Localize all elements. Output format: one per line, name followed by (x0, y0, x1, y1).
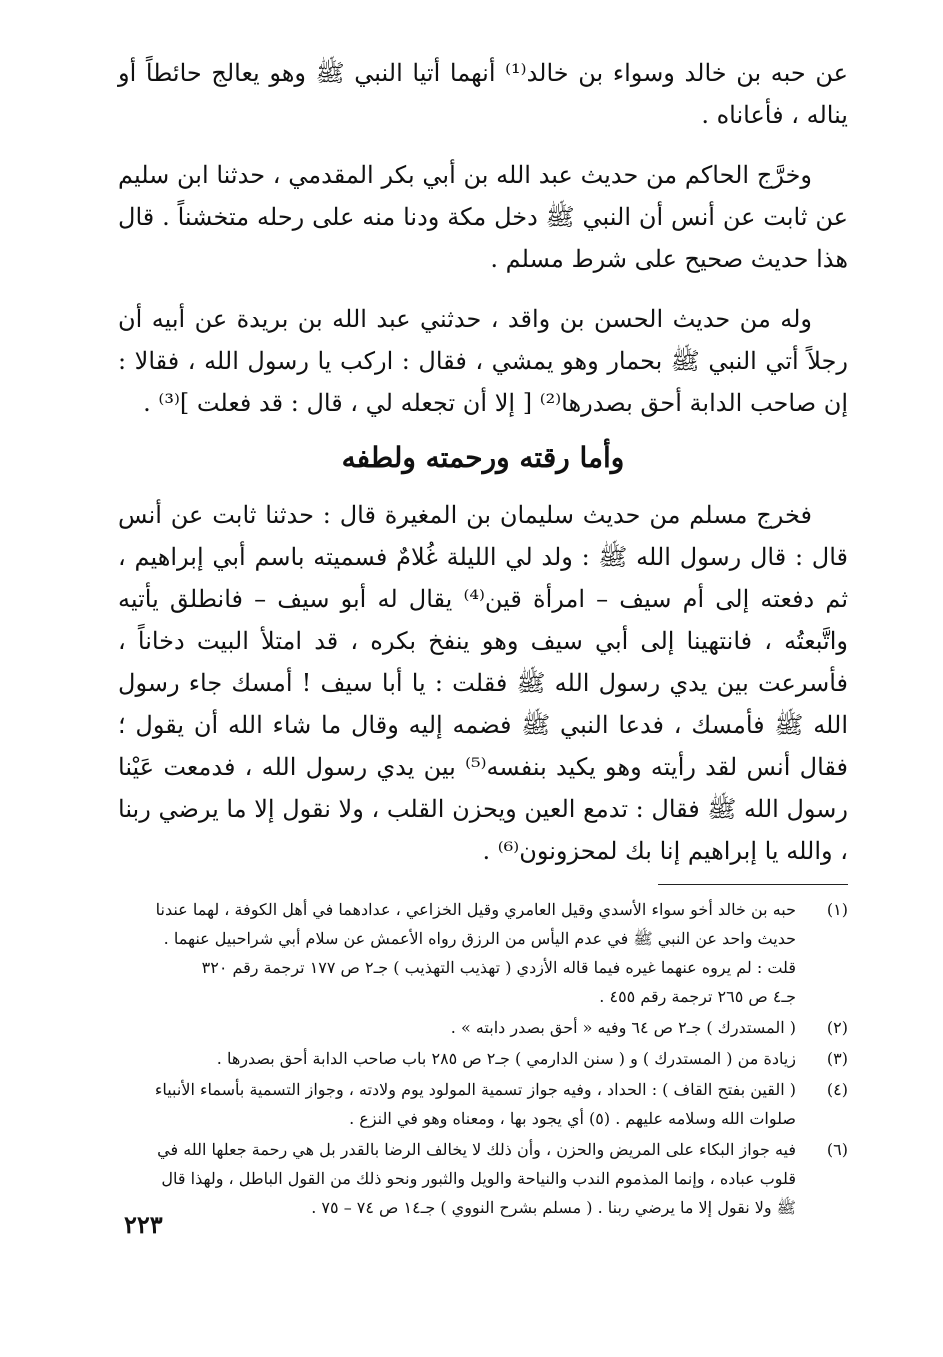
footnote-number: (٣) (826, 1049, 848, 1068)
footnote-line: جـ٤ ص ٢٦٥ ترجمة رقم ٤٥٥ . (599, 987, 796, 1006)
paragraph-1: عن حبه بن خالد وسواء بن خالد⁽¹⁾ أنهما أتيا النبي ﷺ وهو يعالج حائطاً أو يناله ، فأعاناه . (118, 59, 848, 129)
footnote-line: حبه بن خالد أخو سواء الأسدي وقيل العامري وقيل الخزاعي ، عدادهما في أهل الكوفة ، لهما عندنا (155, 900, 796, 919)
footnotes (118, 895, 848, 1222)
footnote-separator (658, 884, 848, 885)
footnote-text (118, 1135, 796, 1222)
footnote (118, 1135, 848, 1222)
footnote-line: ( القين بفتح القاف ) : الحداد ، وفيه جواز تسمية المولود يوم ولادته ، وجواز التسمية بأسماء الأنبياء (154, 1080, 796, 1099)
footnote-number: (٤) (826, 1080, 848, 1099)
paragraph-3: وله من حديث الحسن بن واقد ، حدثني عبد الله بن بريدة عن أبيه أن رجلاً أتي النبي ﷺ بحمار وهو يمشي ، فقال : اركب يا رسول الله ، فقالا : إن صاحب الدابة أحق بصدرها⁽²⁾ [ إلا أن تجعله لي ، قال : قد فعلت ]⁽³⁾ . (118, 305, 848, 417)
page-content (118, 52, 848, 1224)
section-heading: وأما رقته ورحمته ولطفه (341, 441, 625, 474)
paragraph-gap (118, 136, 848, 154)
footnote-text (118, 1013, 796, 1042)
footnote (118, 1013, 848, 1042)
paragraph-2: وخرَّج الحاكم من حديث عبد الله بن أبي بكر المقدمي ، حدثنا ابن سليم عن ثابت عن أنس أن النبي ﷺ دخل مكة ودنا منه على رحله متخشناً . قال هذا حديث صحيح على شرط مسلم . (118, 161, 848, 273)
footnote (118, 895, 848, 1011)
footnote-number: (٢) (826, 1018, 848, 1037)
footnote-line: زيادة من ( المستدرك ) و ( سنن الدارمي ) جـ٢ ص ٢٨٥ باب صاحب الدابة أحق بصدرها . (216, 1049, 796, 1068)
footnote-line: قلت : لم يروه عنهما غيره فيما قاله الأزدي ( تهذيب التهذيب ) جـ٢ ص ١٧٧ ترجمة رقم ٣٢٠ (201, 958, 796, 977)
footnote-line: حديث واحد عن النبي ﷺ في عدم اليأس من الرزق رواه الأعمش عن سلام أبي شراحبيل عنهما . (163, 929, 796, 948)
paragraph-gap (118, 280, 848, 298)
page-number: ٢٢٣ (124, 1210, 163, 1239)
footnote-number: (١) (826, 900, 848, 919)
footnote (118, 1044, 848, 1073)
footnote-text (118, 1044, 796, 1073)
footnote-line: ( المستدرك ) جـ٢ ص ٦٤ وفيه « أحق بصدر دابته » . (450, 1018, 796, 1037)
paragraph-4: فخرج مسلم من حديث سليمان بن المغيرة قال : حدثنا ثابت عن أنس قال : قال رسول الله ﷺ : ولد لي الليلة غُلامٌ فسميته باسم أبي إبراهيم ، ثم دفعته إلى أم سيف – امرأة قين⁽⁴⁾ يقال له أبو سيف – فانطلق يأتيه واتَّبعتُه ، فانتهينا إلى أبي سيف وهو ينفخ بكره ، قد امتلأ البيت دخاناً ، فأسرعت بين يدي رسول الله ﷺ فقلت : يا أبا سيف ! أمسك جاء رسول الله ﷺ فأمسك ، فدعا النبي ﷺ فضمه إليه وقال ما شاء الله أن يقول ؛ فقال أنس لقد رأيته وهو يكيد بنفسه⁽⁵⁾ بين يدي رسول الله ، فدمعت عَيْنا رسول الله ﷺ فقال : تدمع العين ويحزن القلب ، ولا نقول إلا ما يرضي ربنا ، والله يا إبراهيم إنا بك لمحزونون⁽⁶⁾ . (118, 501, 849, 865)
footnote-text (118, 1075, 796, 1133)
footnote (118, 1075, 848, 1133)
footnote-text (118, 895, 796, 1011)
footnote-line: فيه جواز البكاء على المريض والحزن ، وأن ذلك لا يخالف الرضا بالقدر بل هي رحمة جعلها الله في (157, 1140, 796, 1159)
footnote-line: صلوات الله وسلامه عليهم . (٥) أي يجود بها ، ومعناه وهو في النزع . (349, 1109, 796, 1128)
footnote-line: ﷺ ولا نقول إلا ما يرضي ربنا . ( مسلم بشرح النووي ) جـ١٤ ص ٧٤ – ٧٥ . (311, 1198, 796, 1217)
footnote-line: قلوب عباده ، وإنما المذموم الندب والنياحة والويل والثبور ونحو ذلك من القول الباطل ، ولهذا قال (161, 1169, 796, 1188)
footnote-number: (٦) (826, 1140, 848, 1159)
